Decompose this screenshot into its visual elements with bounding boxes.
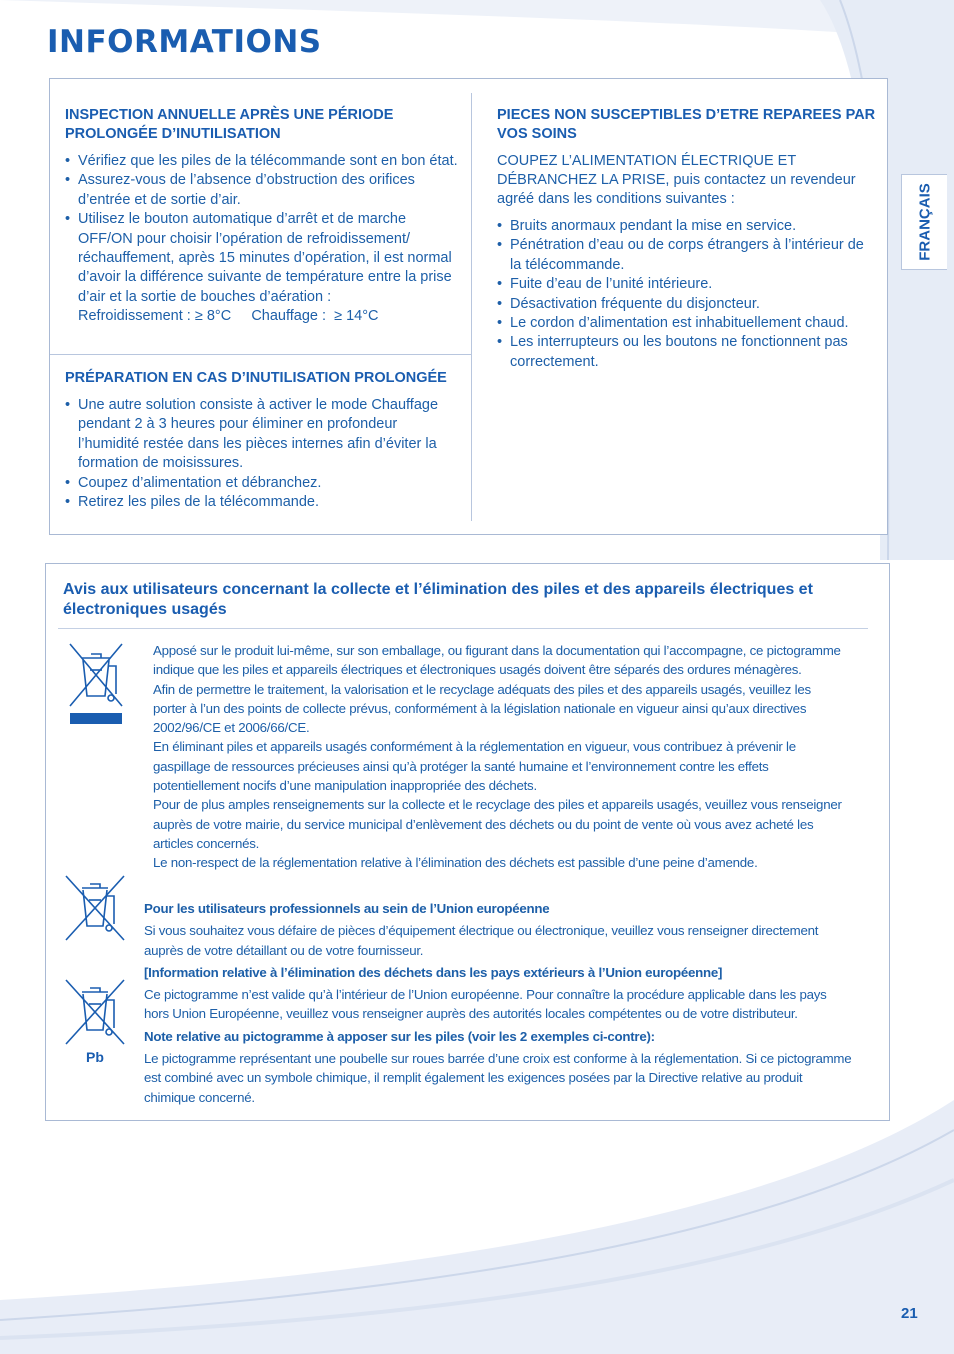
annual-inspection-list xyxy=(65,152,460,327)
list-item: • Retirez les piles de la télécommande. xyxy=(65,493,460,512)
list-item: • Coupez d’alimentation et débranchez. xyxy=(65,474,460,493)
prolonged-disuse-heading: PRÉPARATION EN CAS D’INUTILISATION PROLONGÉE xyxy=(65,370,447,386)
list-item: • Pénétration d’eau ou de corps étrangers à l’intérieur de la télécommande. xyxy=(497,236,877,275)
disposal-paragraph: Le non-respect de la réglementation relative à l’élimination des déchets est passible d’une peine d’amende. xyxy=(153,855,758,871)
column-divider xyxy=(471,93,472,521)
battery-note-heading: Note relative au pictogramme à apposer sur les piles (voir les 2 exemples ci-contre): xyxy=(144,1028,655,1044)
non-repairable-intro: COUPEZ L’ALIMENTATION ÉLECTRIQUE ET DÉBRANCHEZ LA PRISE, puis contactez un revendeur agréé dans les conditions suivantes : xyxy=(497,153,856,207)
disposal-paragraph: En éliminant piles et appareils usagés conformément à la réglementation en vigueur, vous contribuez à prévenir le gaspillage de ressources précieuses ainsi qu’à protéger la santé humaine et l’environnement contre les effets potentiellement nocifs d’une manipulation inappropriée des déchets. xyxy=(153,739,796,794)
page-number: 21 xyxy=(901,1305,918,1322)
annual-inspection-heading: INSPECTION ANNUELLE APRÈS UNE PÉRIODE PROLONGÉE D’INUTILISATION xyxy=(65,107,394,142)
list-item: • Fuite d’eau de l’unité intérieure. xyxy=(497,275,877,294)
list-item: • Le cordon d’alimentation est inhabituellement chaud. xyxy=(497,314,877,333)
crossed-out-wheelie-bin-pb-icon xyxy=(62,978,128,1048)
disposal-paragraph: Afin de permettre le traitement, la valorisation et le recyclage adéquats des piles et des appareils usagés, veuillez les porter à l’un des points de collecte prévus, conformément à la législation nationale en vigueur ainsi qu’aux directives 2002/96/CE et 2006/66/CE. xyxy=(153,681,811,736)
prolonged-disuse-list xyxy=(65,396,460,512)
list-item: • Désactivation fréquente du disjoncteur. xyxy=(497,295,877,314)
professional-heading: Pour les utilisateurs professionnels au sein de l’Union européenne xyxy=(144,901,550,916)
language-tab-label: FRANÇAIS xyxy=(916,183,933,261)
professional-users-section xyxy=(144,899,854,1107)
crossed-out-wheelie-bin-icon xyxy=(62,874,128,944)
battery-note-text: Le pictogramme représentant une poubelle sur roues barrée d’une croix est conforme à la réglementation. Si ce pictogramme est combiné avec un symbole chimique, il remplit également les exigences posées par la Directive relative au produit chimique concerné. xyxy=(144,1051,852,1105)
maintenance-info-box xyxy=(49,78,888,535)
disposal-notice-box xyxy=(45,563,890,1121)
disposal-paragraph: Pour de plus amples renseignements sur la collecte et le recyclage des piles et appareils usagés, veuillez vous renseigner auprès de votre mairie, du service municipal d’enlèvement des déchets ou du point de vente où vous avez acheté les articles concernés. xyxy=(153,797,842,851)
non-repairable-section xyxy=(497,106,877,372)
temperature-line: Refroidissement : ≥ 8°C Chauffage : ≥ 14°C xyxy=(78,308,379,325)
professional-text: Si vous souhaitez vous défaire de pièces d’équipement électrique ou électronique, veuillez vous renseigner directement auprès de votre détaillant ou de votre fournisseur. xyxy=(144,923,819,958)
annual-inspection-section xyxy=(65,106,460,327)
disposal-paragraph: Apposé sur le produit lui-même, sur son emballage, ou figurant dans la documentation qui l’accompagne, ce pictogramme indique que les piles et appareils électriques et électroniques usagés doivent être séparés des ordures ménagères. xyxy=(153,643,841,678)
page-title: INFORMATIONS xyxy=(47,24,322,60)
list-item xyxy=(65,210,460,326)
list-item: • Bruits anormaux pendant la mise en service. xyxy=(497,217,877,236)
language-tab xyxy=(901,174,947,270)
non-repairable-heading: PIECES NON SUSCEPTIBLES D’ETRE REPAREES PAR VOS SOINS xyxy=(497,107,876,142)
prolonged-disuse-section xyxy=(65,369,460,512)
list-item-text: Utilisez le bouton automatique d’arrêt et de marche OFF/ON pour choisir l’opération de refroidissement/ réchauffement, après 15 minutes d’opération, il est normal d’avoir la différence suivante de température entre la prise d’air et la sortie de bouches d’aération : xyxy=(78,211,452,305)
outside-eu-text: Ce pictogramme n’est valide qu’à l’intérieur de l’Union européenne. Pour connaître la procédure applicable dans les pays hors Union Européenne, veuillez vous renseigner auprès des autorités locales compétentes ou de votre distributeur. xyxy=(144,987,827,1022)
non-repairable-list xyxy=(497,217,877,372)
disposal-title: Avis aux utilisateurs concernant la collecte et l’élimination des piles et des appareils électriques et électroniques usagés xyxy=(63,581,813,618)
crossed-out-wheelie-bin-icon xyxy=(66,640,126,724)
disposal-main-text xyxy=(153,641,843,873)
chemical-symbol-label: Pb xyxy=(86,1049,104,1065)
title-divider xyxy=(58,628,868,629)
list-item: • Vérifiez que les piles de la télécommande sont en bon état. xyxy=(65,152,460,171)
list-item: • Les interrupteurs ou les boutons ne fonctionnent pas correctement. xyxy=(497,333,877,372)
list-item: • Assurez-vous de l’absence d’obstruction des orifices d’entrée et de sortie d’air. xyxy=(65,171,460,210)
outside-eu-heading: [Information relative à l’élimination des déchets dans les pays extérieurs à l’Union européenne] xyxy=(144,964,723,980)
list-item: • Une autre solution consiste à activer le mode Chauffage pendant 2 à 3 heures pour éliminer en profondeur l’humidité restée dans les pièces internes afin d’éviter la formation de moisissures. xyxy=(65,396,460,474)
section-divider xyxy=(50,354,471,355)
